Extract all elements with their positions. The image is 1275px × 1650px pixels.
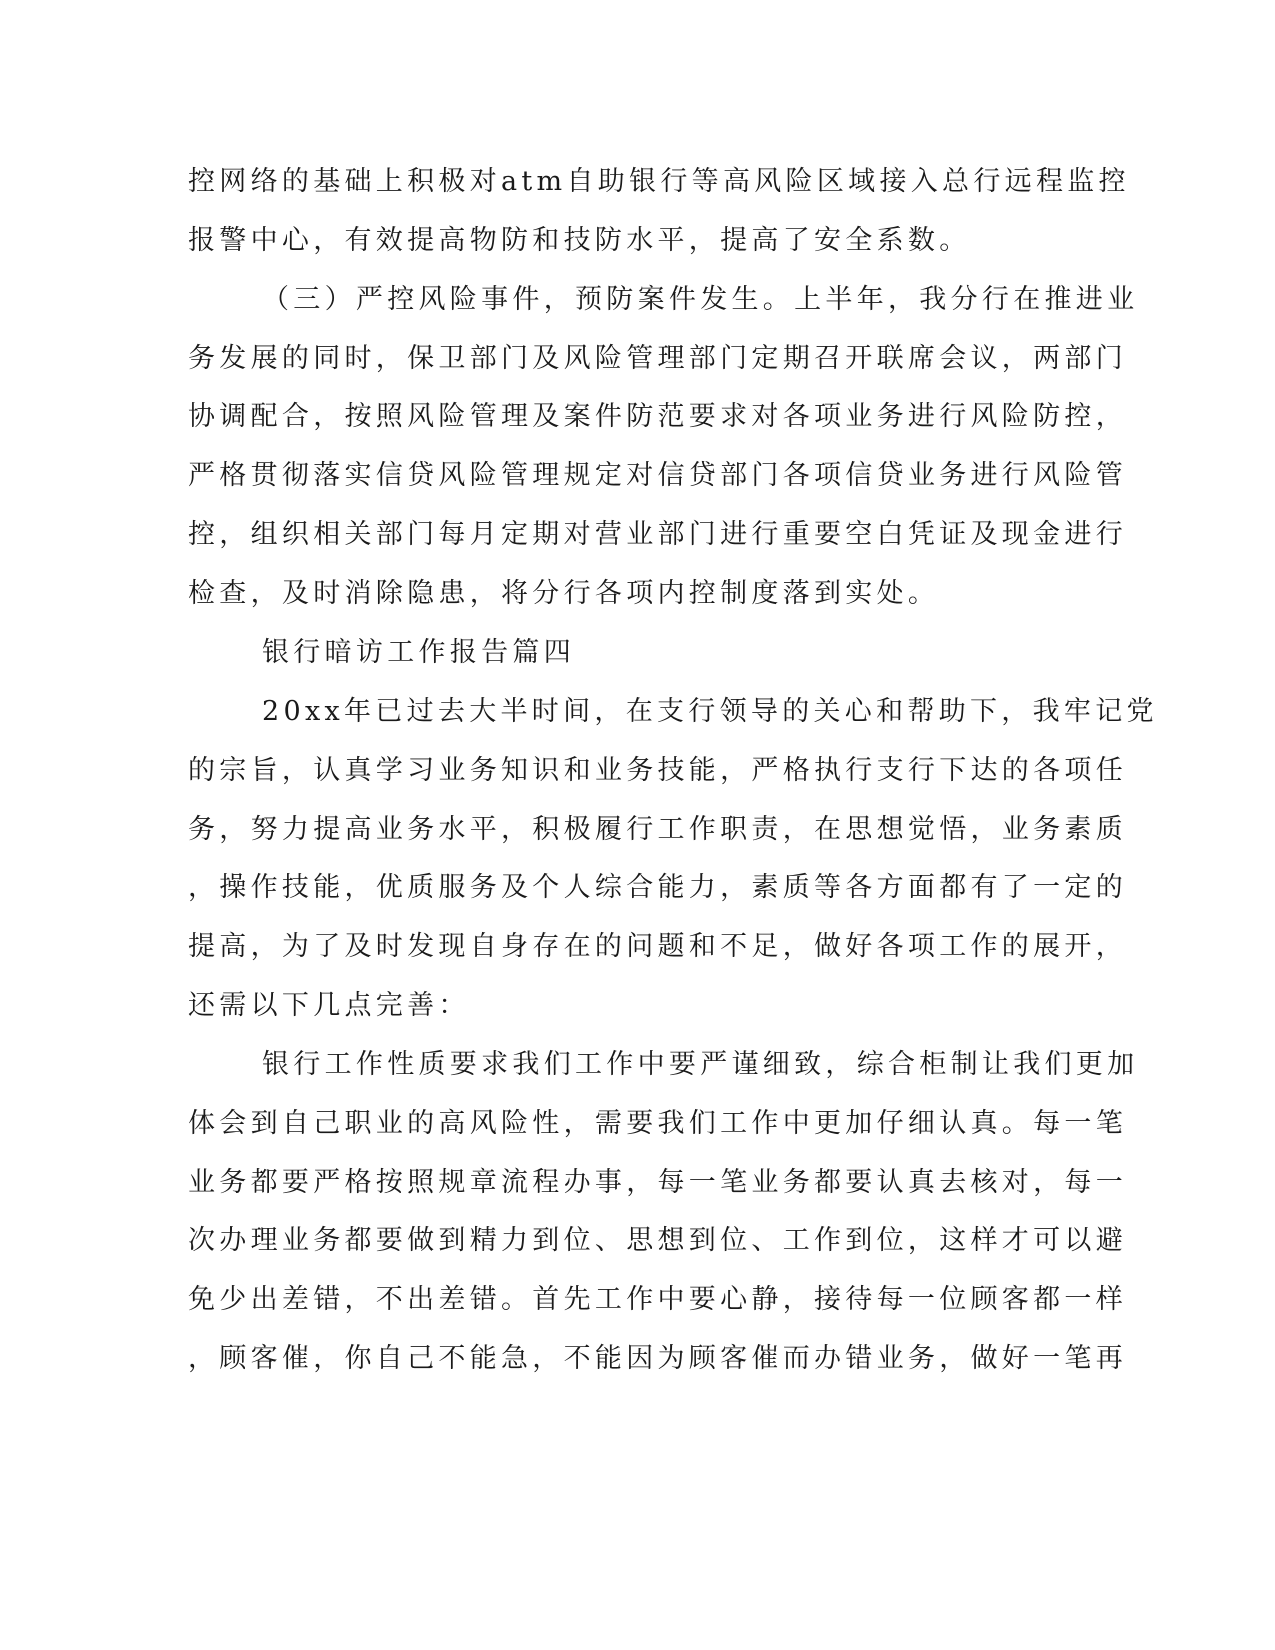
paragraph-line: 次办理业务都要做到精力到位、思想到位、工作到位，这样才可以避 xyxy=(188,1225,1127,1256)
paragraph-line: 协调配合，按照风险管理及案件防范要求对各项业务进行风险防控， xyxy=(188,401,1127,432)
paragraph-line: 的宗旨，认真学习业务知识和业务技能，严格执行支行下达的各项任 xyxy=(188,755,1127,786)
paragraph-line: 控网络的基础上积极对atm自助银行等高风险区域接入总行远程监控 xyxy=(188,166,1130,197)
paragraph-line: 20xx年已过去大半时间，在支行领导的关心和帮助下，我牢记党 xyxy=(262,696,1158,727)
paragraph-line: 还需以下几点完善： xyxy=(188,990,470,1021)
paragraph-line: 务发展的同时，保卫部门及风险管理部门定期召开联席会议，两部门 xyxy=(188,343,1127,374)
paragraph-line: 检查，及时消除隐患，将分行各项内控制度落到实处。 xyxy=(188,578,940,609)
paragraph-line: 务，努力提高业务水平，积极履行工作职责，在思想觉悟，业务素质 xyxy=(188,814,1127,845)
paragraph-line: 业务都要严格按照规章流程办事，每一笔业务都要认真去核对，每一 xyxy=(188,1167,1127,1198)
paragraph-line: 提高，为了及时发现自身存在的问题和不足，做好各项工作的展开， xyxy=(188,931,1127,962)
paragraph-line: 银行工作性质要求我们工作中要严谨细致，综合柜制让我们更加 xyxy=(262,1049,1139,1080)
section-heading: 银行暗访工作报告篇四 xyxy=(262,637,575,668)
paragraph-line: 体会到自己职业的高风险性，需要我们工作中更加仔细认真。每一笔 xyxy=(188,1108,1127,1139)
paragraph-line: （三）严控风险事件，预防案件发生。上半年，我分行在推进业 xyxy=(262,284,1139,315)
paragraph-line: ，顾客催，你自己不能急，不能因为顾客催而办错业务，做好一笔再 xyxy=(188,1343,1127,1374)
paragraph-line: ，操作技能，优质服务及个人综合能力，素质等各方面都有了一定的 xyxy=(188,872,1127,903)
paragraph-line: 报警中心，有效提高物防和技防水平，提高了安全系数。 xyxy=(188,225,971,256)
paragraph-line: 严格贯彻落实信贷风险管理规定对信贷部门各项信贷业务进行风险管 xyxy=(188,460,1127,491)
paragraph-line: 免少出差错，不出差错。首先工作中要心静，接待每一位顾客都一样 xyxy=(188,1284,1127,1315)
paragraph-line: 控，组织相关部门每月定期对营业部门进行重要空白凭证及现金进行 xyxy=(188,519,1127,550)
